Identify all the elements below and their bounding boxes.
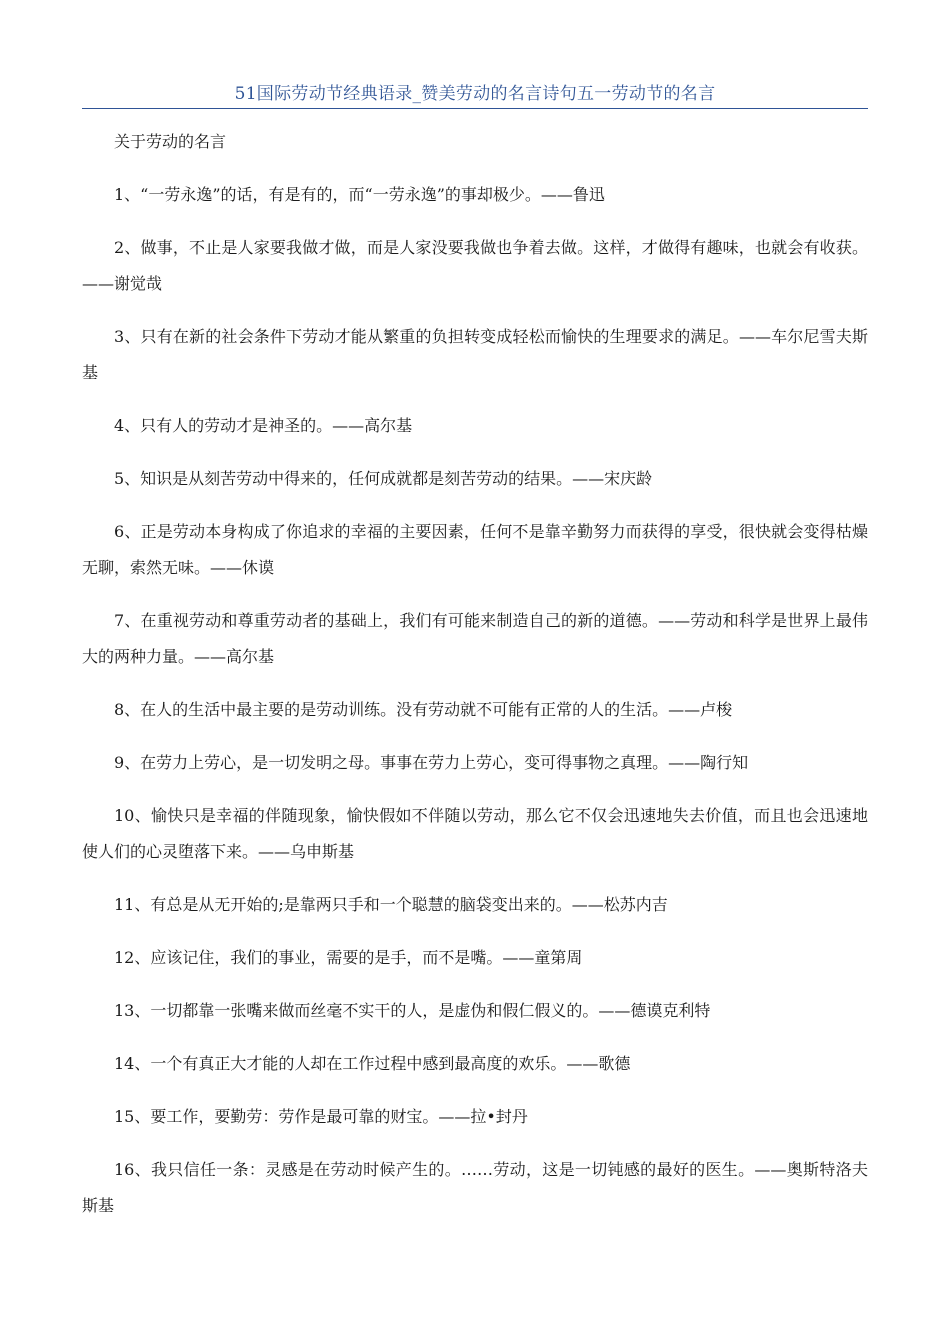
quote-8: 8、在人的生活中最主要的是劳动训练。没有劳动就不可能有正常的人的生活。——卢梭 (114, 700, 733, 719)
title-underline (82, 108, 868, 109)
quote-15: 15、要工作，要勤劳：劳作是最可靠的财宝。——拉•封丹 (114, 1107, 528, 1126)
quote-6: 6、正是劳动本身构成了你追求的幸福的主要因素，任何不是靠辛勤努力而获得的享受，很快就会变得枯燥无聊，索然无味。——休谟 (82, 522, 868, 577)
quote-14: 14、一个有真正大才能的人却在工作过程中感到最高度的欢乐。——歌德 (114, 1054, 631, 1073)
quote-11: 11、有总是从无开始的;是靠两只手和一个聪慧的脑袋变出来的。——松苏内吉 (114, 895, 668, 914)
quote-5: 5、知识是从刻苦劳动中得来的，任何成就都是刻苦劳动的结果。——宋庆龄 (114, 469, 653, 488)
quote-16: 16、我只信任一条：灵感是在劳动时候产生的。……劳动，这是一切钝感的最好的医生。——奥斯特洛夫斯基 (82, 1160, 868, 1215)
quote-7: 7、在重视劳动和尊重劳动者的基础上，我们有可能来制造自己的新的道德。——劳动和科学是世界上最伟大的两种力量。——高尔基 (82, 611, 868, 666)
quote-3: 3、只有在新的社会条件下劳动才能从繁重的负担转变成轻松而愉快的生理要求的满足。——车尔尼雪夫斯基 (82, 327, 868, 382)
quote-12: 12、应该记住，我们的事业，需要的是手，而不是嘴。——童第周 (114, 948, 583, 967)
document-body (82, 124, 868, 1241)
quote-1: 1、“一劳永逸”的话，有是有的，而“一劳永逸”的事却极少。——鲁迅 (114, 185, 605, 204)
quote-2: 2、做事，不止是人家要我做才做，而是人家没要我做也争着去做。这样，才做得有趣味，也就会有收获。——谢觉哉 (82, 238, 868, 293)
quote-9: 9、在劳力上劳心，是一切发明之母。事事在劳力上劳心，变可得事物之真理。——陶行知 (114, 753, 749, 772)
quote-10: 10、愉快只是幸福的伴随现象，愉快假如不伴随以劳动，那么它不仅会迅速地失去价值，而且也会迅速地使人们的心灵堕落下来。——乌申斯基 (82, 806, 868, 861)
quote-4: 4、只有人的劳动才是神圣的。——高尔基 (114, 416, 413, 435)
section-heading: 关于劳动的名言 (114, 132, 227, 151)
quote-13: 13、一切都靠一张嘴来做而丝毫不实干的人，是虚伪和假仁假义的。——德谟克利特 (114, 1001, 711, 1020)
document-title: 51国际劳动节经典语录_赞美劳动的名言诗句五一劳动节的名言 (234, 84, 716, 104)
